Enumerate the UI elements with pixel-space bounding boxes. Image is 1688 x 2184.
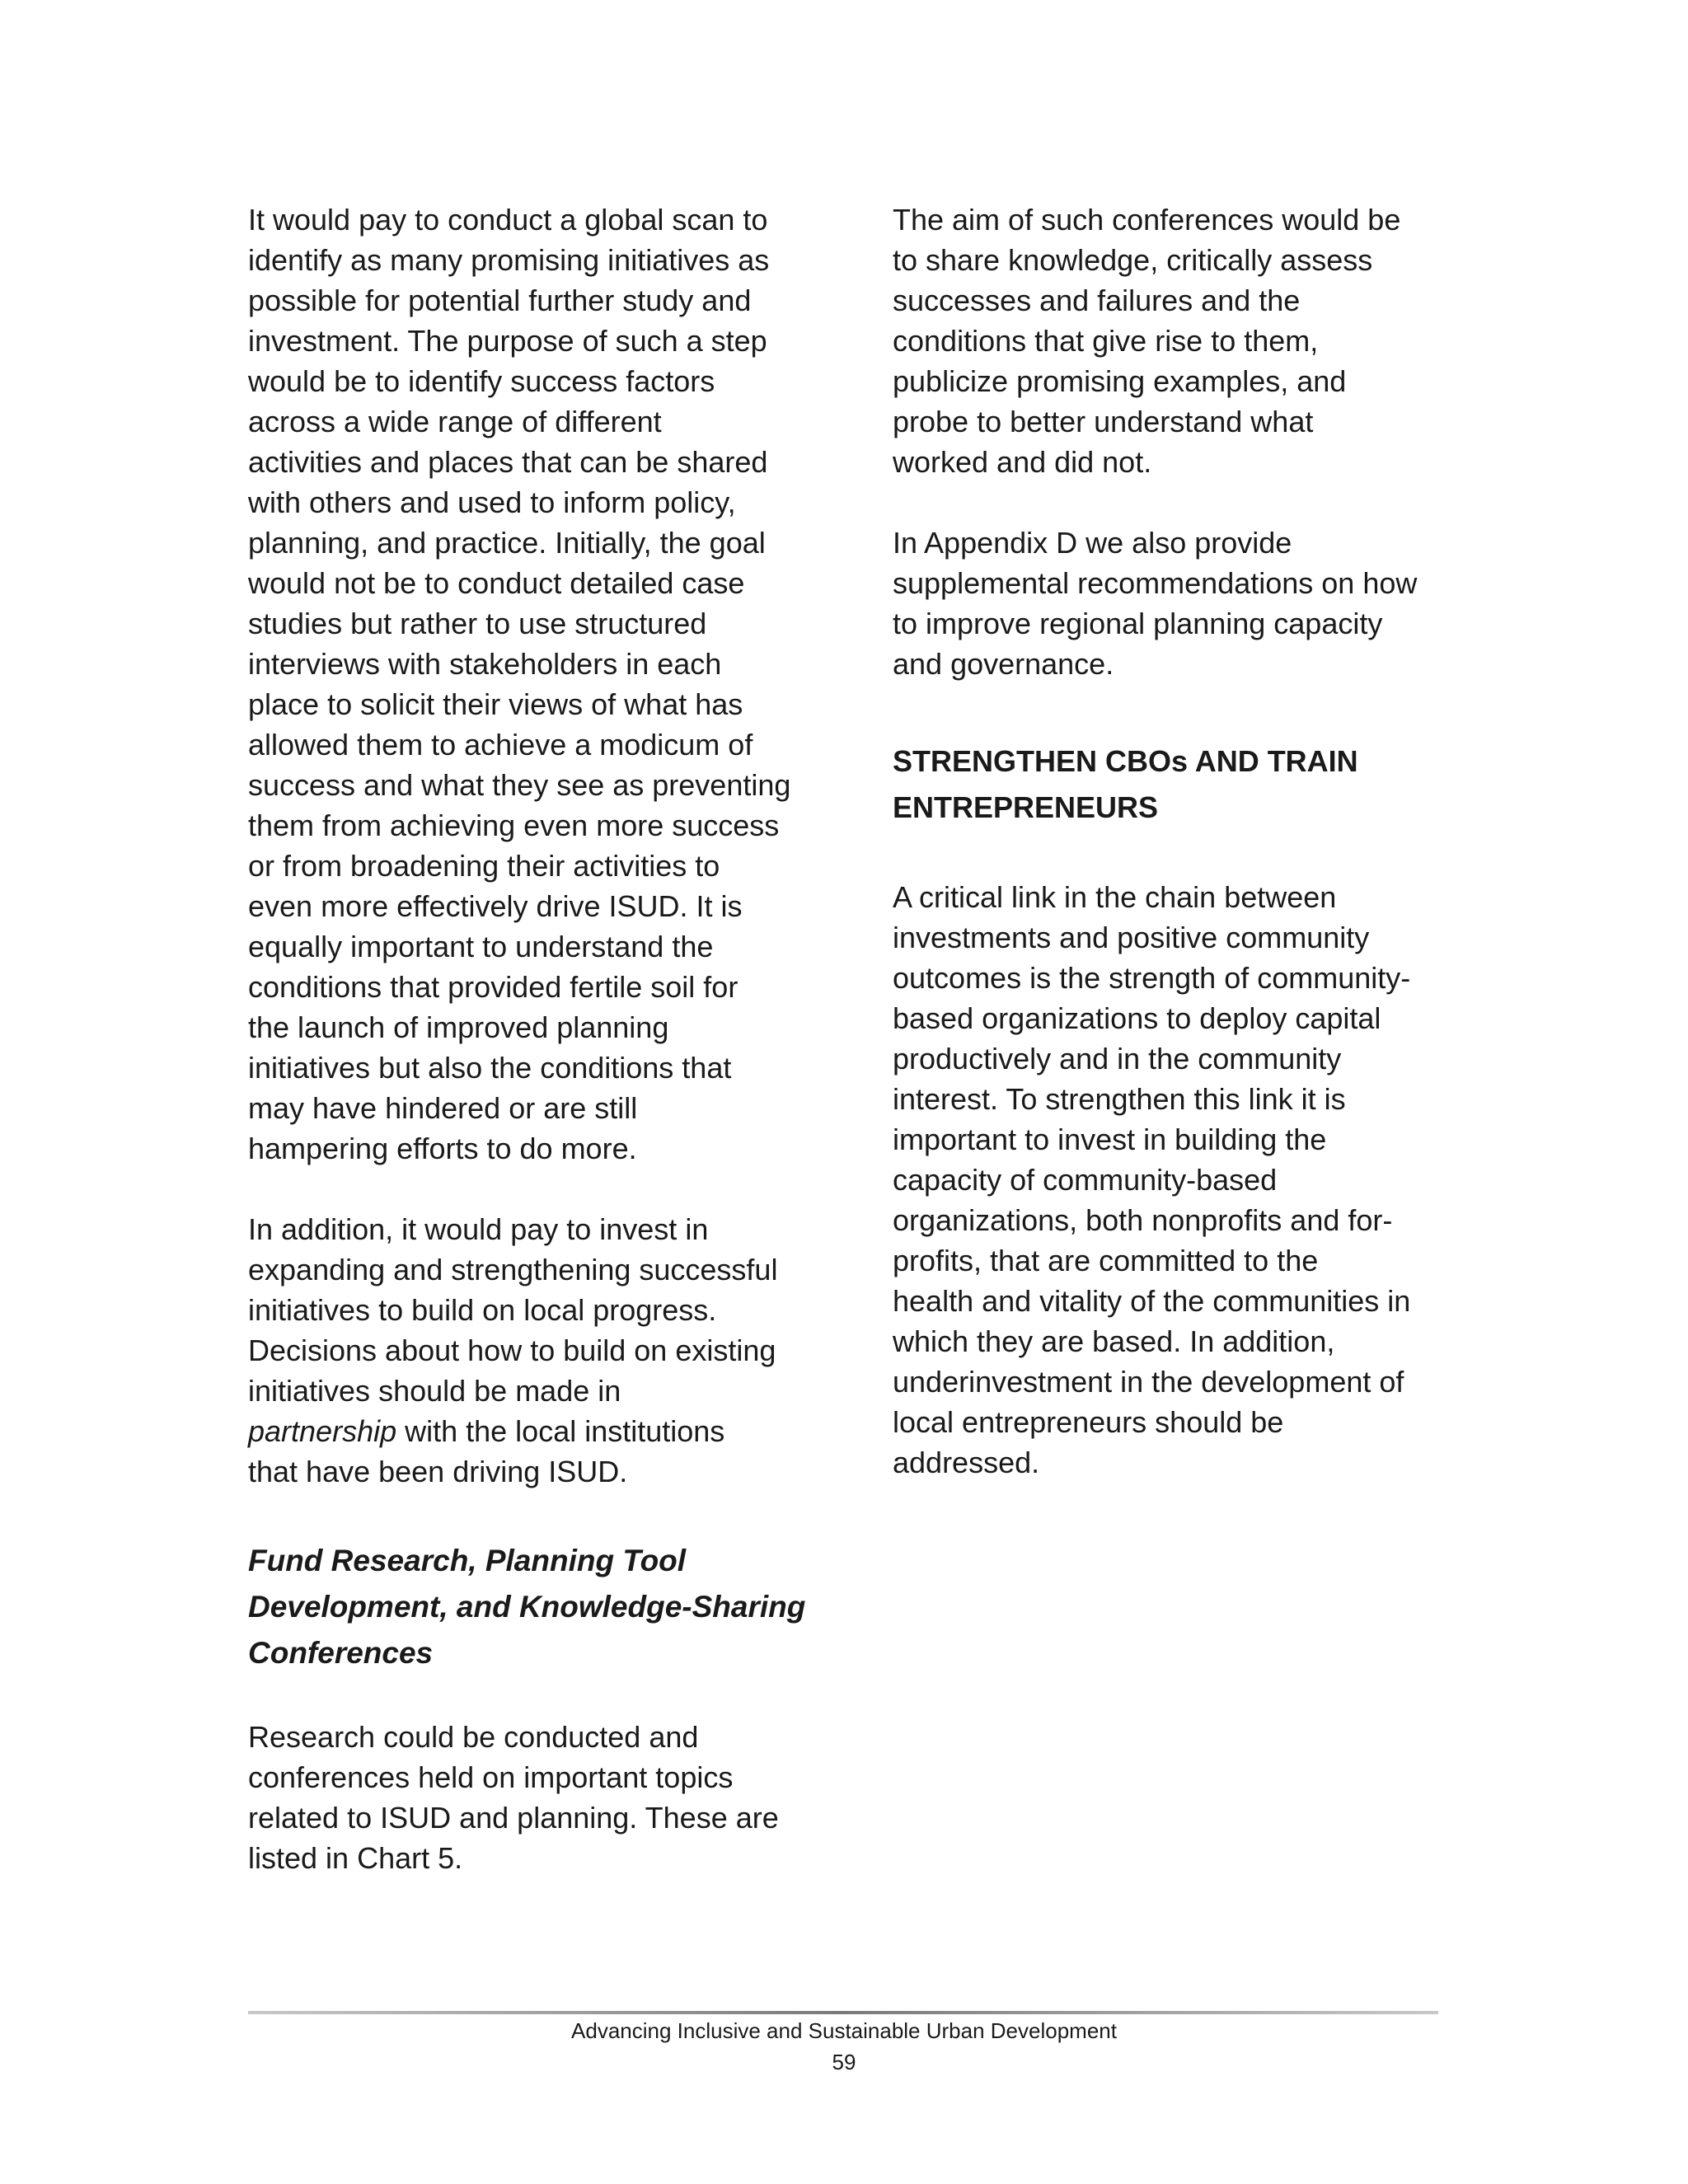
page-number: 59	[832, 2050, 856, 2074]
left-column	[248, 199, 809, 1878]
left-paragraph-invest-expanding	[248, 1209, 809, 1492]
left-paragraph-research: Research could be conducted and conferences held on important topics related to ISUD and planning. These are listed in Chart 5.	[248, 1720, 779, 1875]
left-paragraph-global-scan: It would pay to conduct a global scan to identify as many promising initiatives as possible for potential further study and investment. The purpose of such a step would be to identify success factors across a wide range of different activities and places that can be shared with others and used to inform policy, planning, and practice. Initially, the goal would not be to conduct detailed case studies but rather to use structured interviews with stakeholders in each place to solicit their views of what has allowed them to achieve a modicum of success and what they see as preventing them from achieving even more success or from broadening their activities to even more effectively drive ISUD. It is equally important to understand the conditions that provided fertile soil for the launch of improved planning initiatives but also the conditions that may have hindered or are still hampering efforts to do more.	[248, 203, 791, 1165]
footer-divider	[248, 2011, 1438, 2014]
right-paragraph-appendix-d: In Appendix D we also provide supplemental recommendations on how to improve regional planning capacity and governance.	[893, 526, 1418, 681]
para2-italic-partnership: partnership	[248, 1414, 397, 1448]
para2-text-after: with the local institutions that have been driving ISUD.	[248, 1414, 725, 1488]
right-paragraph-critical-link: A critical link in the chain between investments and positive community outcomes is the strength of community- based organizations to deploy capital productively and in the community interest. To strengthen this link it is important to invest in building the capacity of community-based organizations, both nonprofits and for- profits, that are committed to the health and vitality of the communities in which they are based. In addition, underinvestment in the development of local entrepreneurs should be addressed.	[893, 880, 1411, 1479]
right-column	[893, 199, 1453, 1483]
para2-text-before: In addition, it would pay to invest in expanding and strengthening successful initiatives to build on local progress. Decisions about how to build on existing initiatives should be made in	[248, 1212, 778, 1408]
footer-title: Advancing Inclusive and Sustainable Urban Development	[571, 2018, 1117, 2043]
heading-strengthen-cbos: STRENGTHEN CBOs AND TRAIN ENTREPRENEURS	[893, 744, 1358, 824]
subheading-fund-research: Fund Research, Planning Tool Development, and Knowledge-Sharing Conferences	[248, 1544, 806, 1670]
right-paragraph-conference-aim: The aim of such conferences would be to share knowledge, critically assess successes and failures and the conditions that give rise to them, publicize promising examples, and probe to better understand what worked and did not.	[893, 203, 1401, 479]
